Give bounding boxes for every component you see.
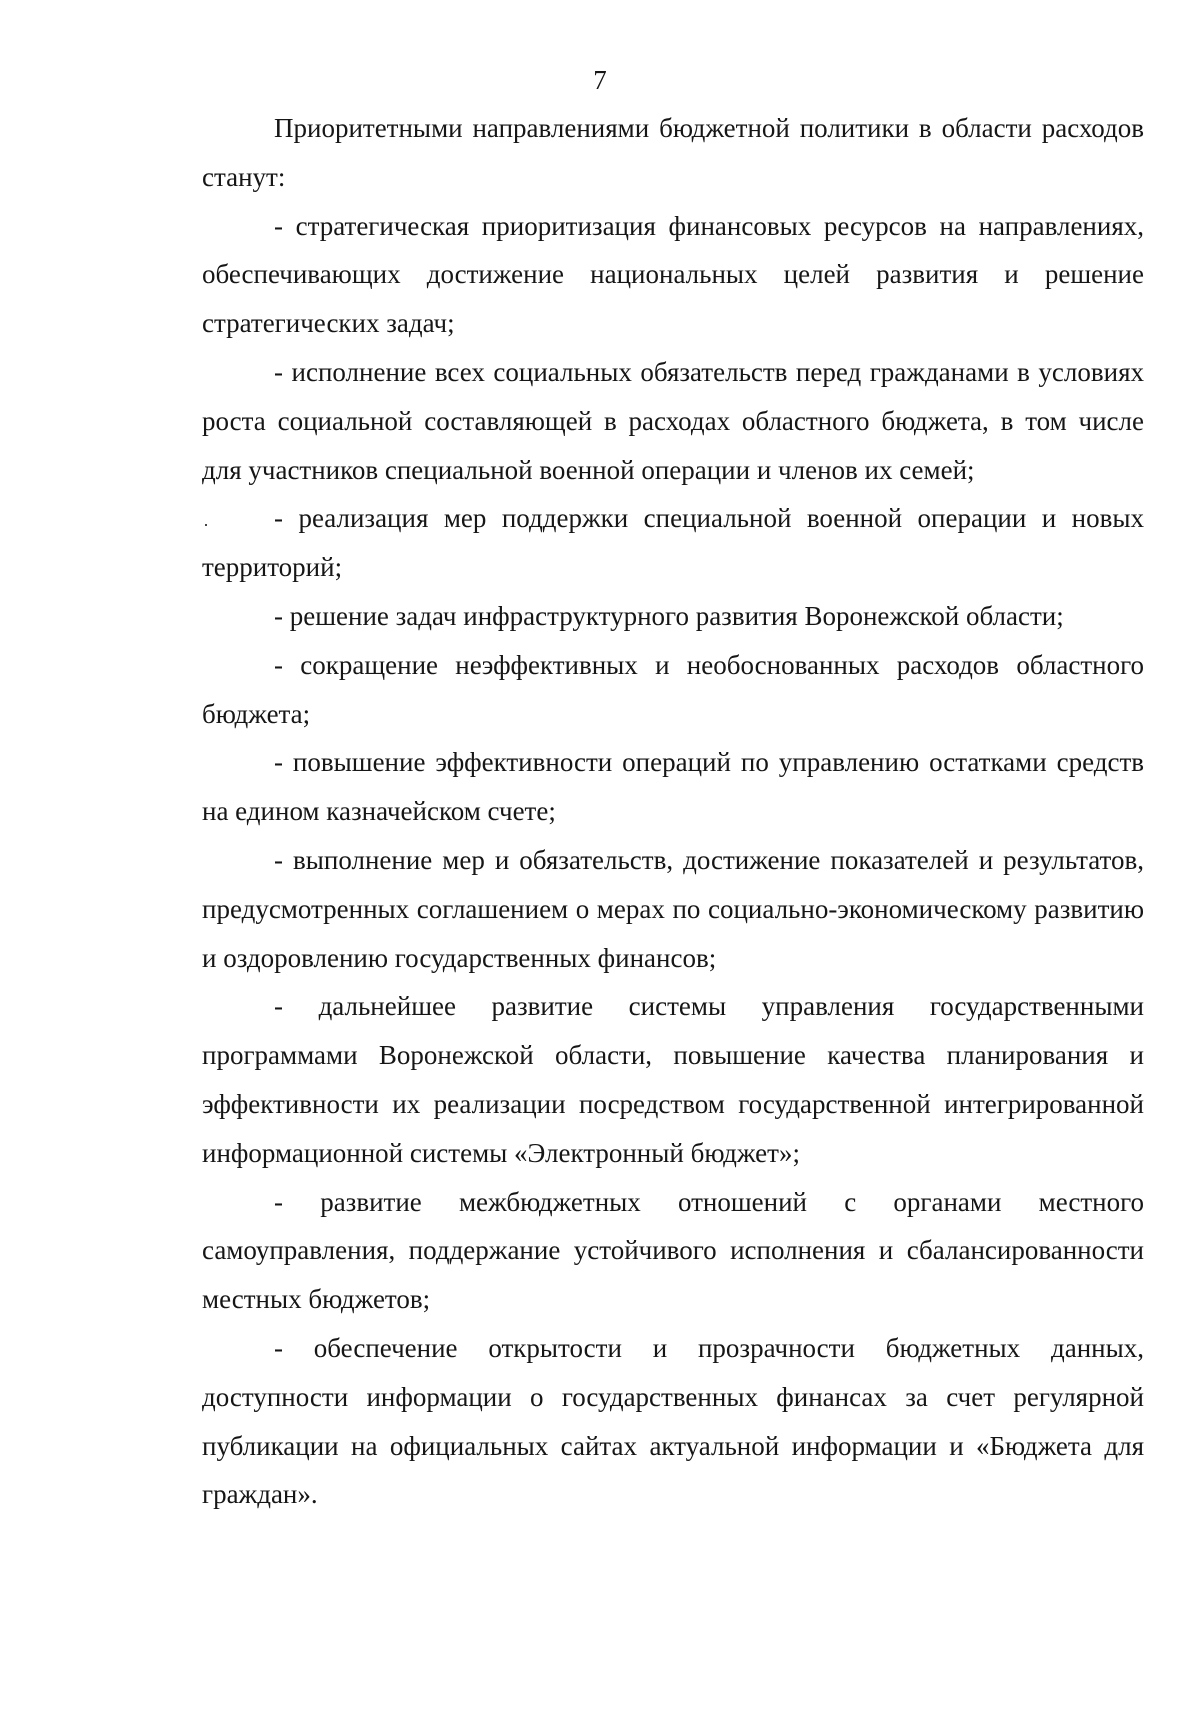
- paragraph-list-item: - реализация мер поддержки специальной военной операции и новых территорий;: [202, 503, 1144, 583]
- page-number: 7: [593, 65, 607, 95]
- paragraph-list-item: - сокращение неэффективных и необоснованных расходов областного бюджета;: [202, 649, 1144, 729]
- paragraph-list-item: - развитие межбюджетных отношений с органами местного самоуправления, поддержание устойчивого исполнения и сбалансированности местных бюджетов;: [202, 1186, 1144, 1315]
- paragraph-list-item: - исполнение всех социальных обязательств перед гражданами в условиях роста социальной составляющей в расходах областного бюджета, в том числе для участников специальной военной операции и членов их семей;: [202, 356, 1144, 485]
- document-body: [202, 104, 1144, 1519]
- paragraph-list-item: - обеспечение открытости и прозрачности бюджетных данных, доступности информации о государственных финансах за счет регулярной публикации на официальных сайтах актуальной информации и «Бюджета для граждан».: [202, 1332, 1144, 1510]
- paragraph-list-item: - решение задач инфраструктурного развития Воронежской области;: [274, 600, 1064, 631]
- paragraph-list-item: - выполнение мер и обязательств, достижение показателей и результатов, предусмотренных соглашением о мерах по социально-экономическому развитию и оздоровлению государственных финансов;: [202, 844, 1144, 973]
- paragraph-list-item: - повышение эффективности операций по управлению остатками средств на едином казначейском счете;: [202, 747, 1144, 827]
- paragraph-intro: Приоритетными направлениями бюджетной политики в области расходов станут:: [202, 113, 1144, 192]
- paragraph-list-item: - стратегическая приоритизация финансовых ресурсов на направлениях, обеспечивающих достижение национальных целей развития и решение стратегических задач;: [202, 210, 1144, 339]
- paragraph-list-item: - дальнейшее развитие системы управления государственными программами Воронежской области, повышение качества планирования и эффективности их реализации посредством государственной интегрированной информационной системы «Электронный бюджет»;: [202, 991, 1144, 1168]
